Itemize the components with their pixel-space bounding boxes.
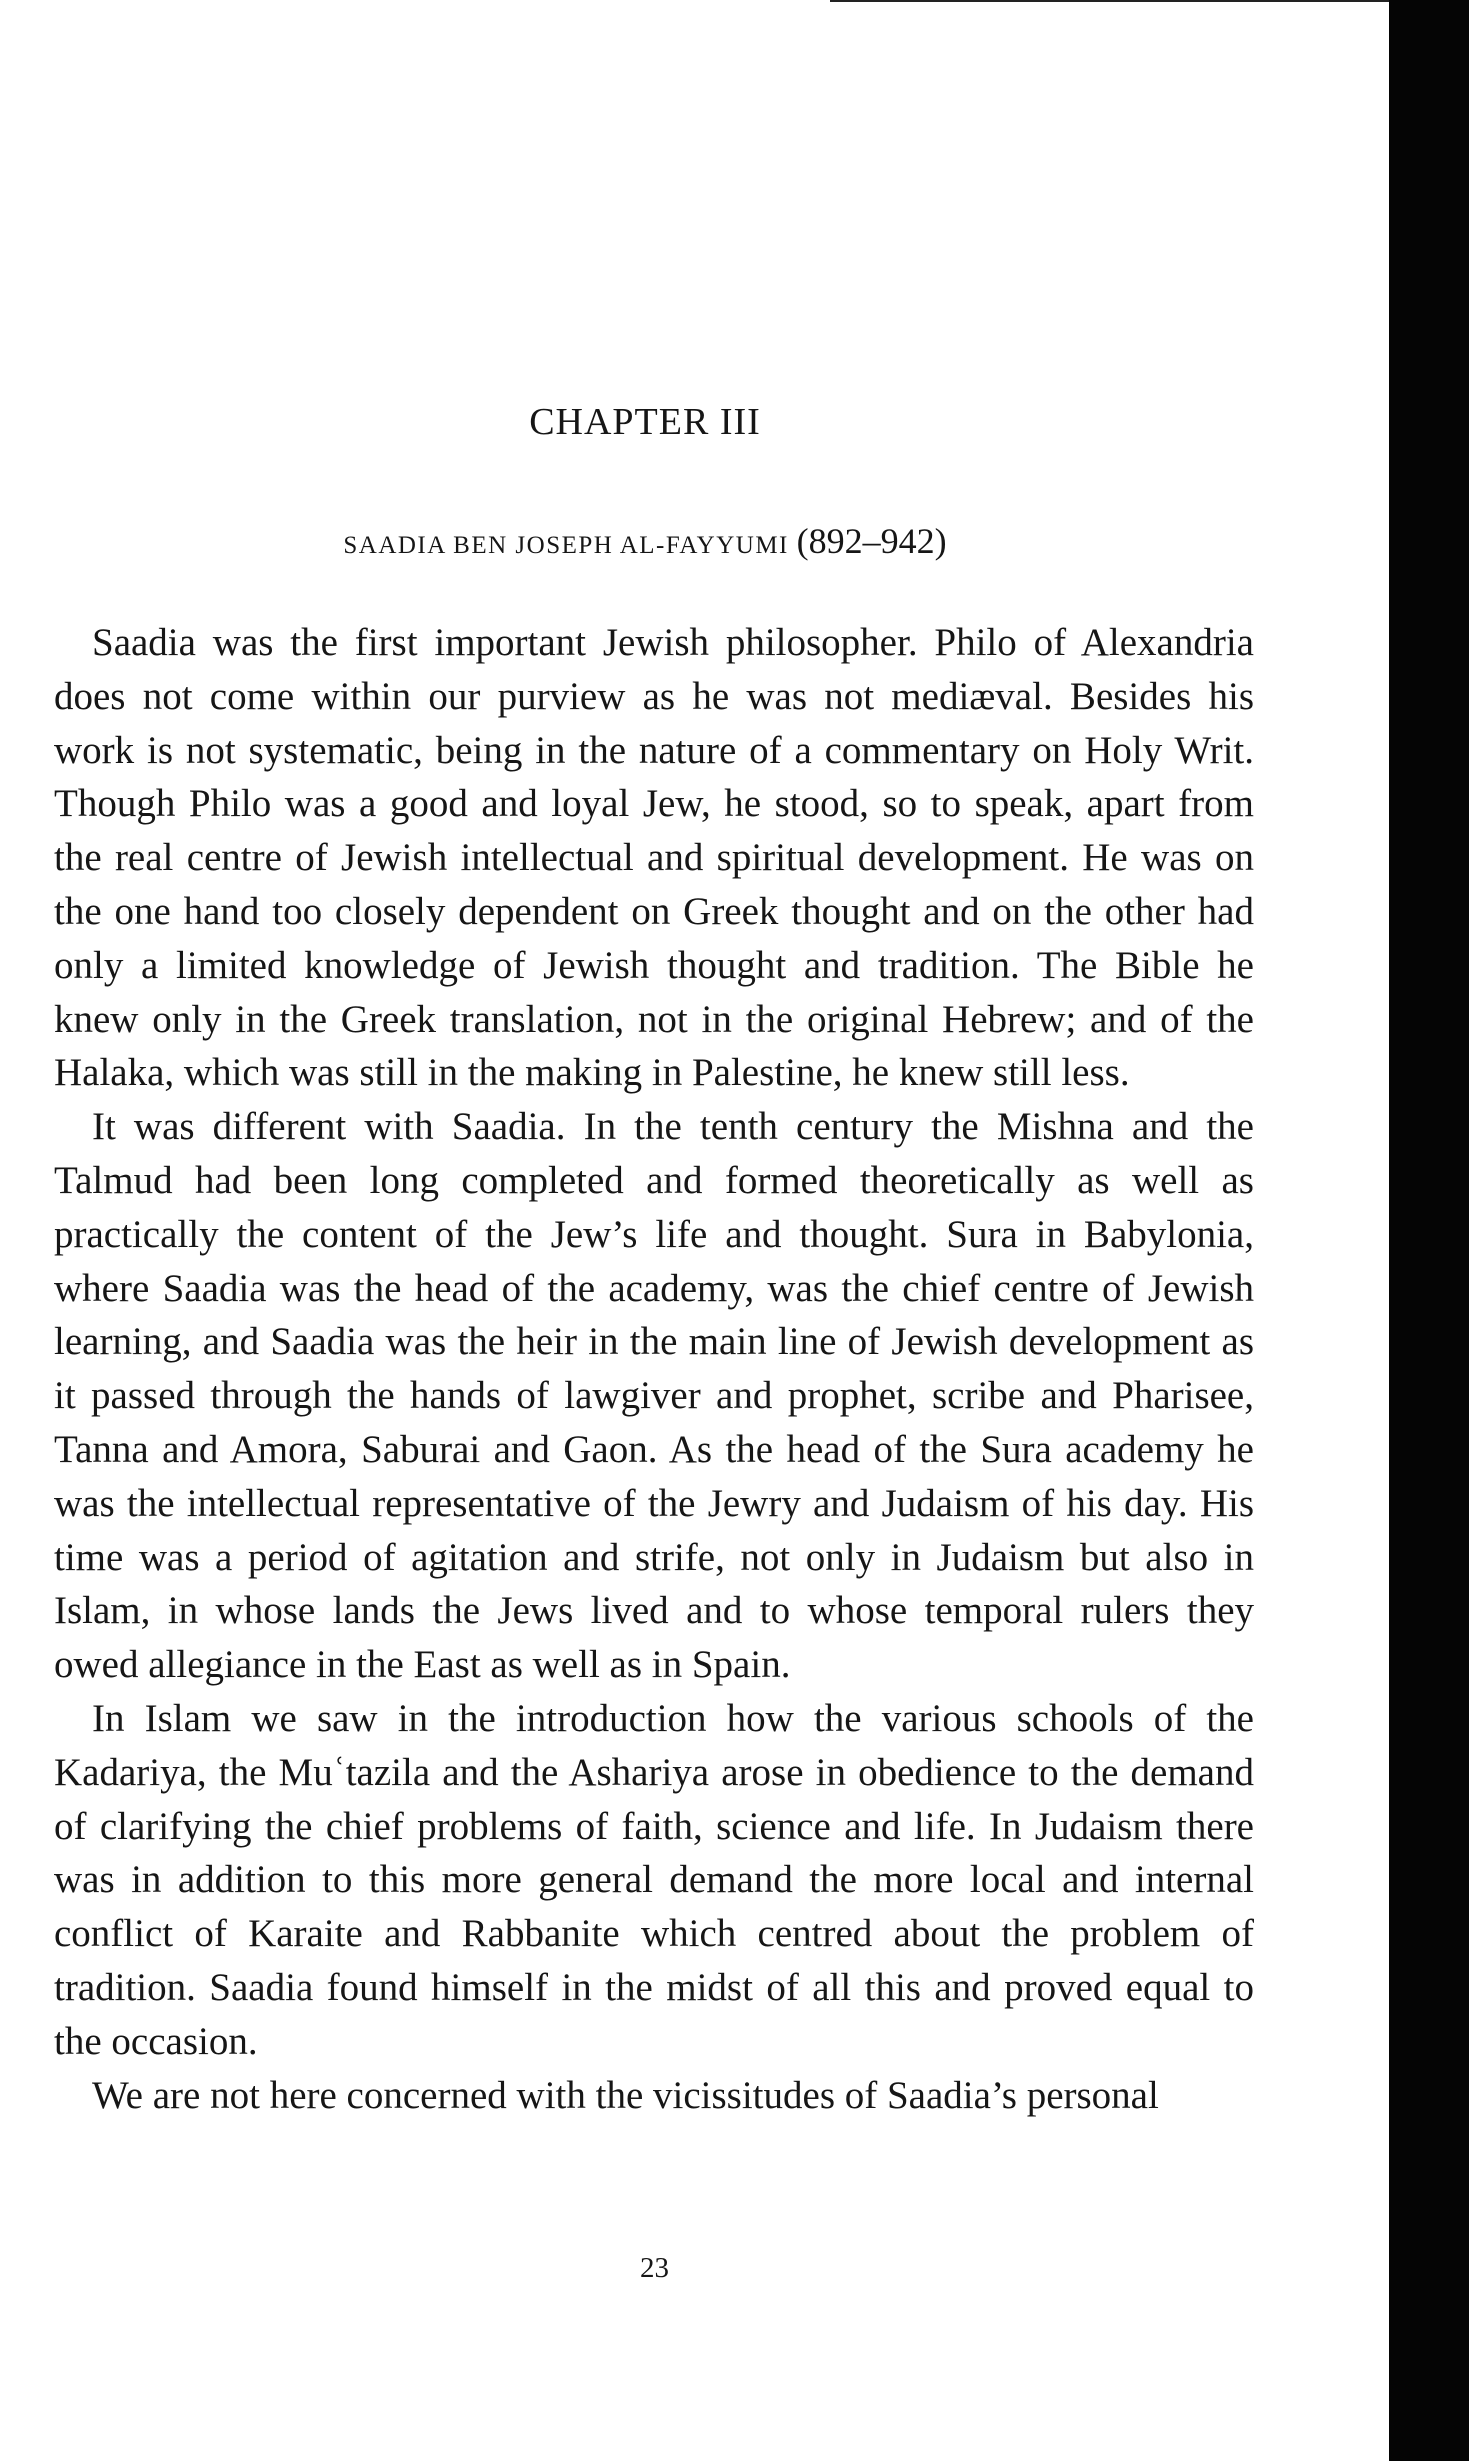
- paragraph-2: It was different with Saadia. In the tenth century the Mishna and the Talmud had been long completed and formed theoretically as well as practically the content of the Jew’s life and thought. Sura in Babylonia, where Saadia was the head of the academy, was the chief centre of Jewish learning, and Saadia was the heir in the main line of Jewish development as it passed through the hands of lawgiver and prophet, scribe and Pharisee, Tanna and Amora, Saburai and Gaon. As the head of the Sura academy he was the intellectual representative of the Jewry and Judaism of his day. His time was a period of agitation and strife, not only in Judaism but also in Islam, in whose lands the Jews lived and to whose temporal rulers they owed allegiance in the East as well as in Spain.: [54, 1105, 1254, 1687]
- body-text: [54, 616, 1254, 2122]
- paragraph-4: We are not here concerned with the vicissitudes of Saadia’s personal: [92, 2073, 1159, 2117]
- top-edge-rule: [830, 0, 1389, 2]
- scan-dark-edge: [1389, 0, 1469, 2461]
- chapter-dates: (892–942): [796, 521, 947, 561]
- chapter-subject: SAADIA BEN JOSEPH AL-FAYYUMI: [343, 532, 789, 559]
- paragraph-3: In Islam we saw in the introduction how the various schools of the Kadariya, the Muʿtazila and the Ashariya arose in obedience to the demand of clarifying the chief problems of faith, science and life. In Judaism there was in addition to this more general demand the more local and internal conflict of Karaite and Rabbanite which centred about the problem of tradition. Saadia found himself in the midst of all this and proved equal to the occasion.: [54, 1696, 1254, 2063]
- chapter-subtitle: [0, 520, 1290, 562]
- chapter-title: CHAPTER III: [529, 401, 761, 443]
- page-number: 23: [640, 2252, 669, 2284]
- paragraph-1: Saadia was the first important Jewish philosopher. Philo of Alexandria does not come within our purview as he was not mediæval. Besides his work is not systematic, being in the nature of a commentary on Holy Writ. Though Philo was a good and loyal Jew, he stood, so to speak, apart from the real centre of Jewish intellectual and spiritual development. He was on the one hand too closely dependent on Greek thought and on the other had only a limited knowledge of Jewish thought and tradition. The Bible he knew only in the Greek translation, not in the original Hebrew; and of the Halaka, which was still in the making in Palestine, he knew still less.: [54, 621, 1254, 1095]
